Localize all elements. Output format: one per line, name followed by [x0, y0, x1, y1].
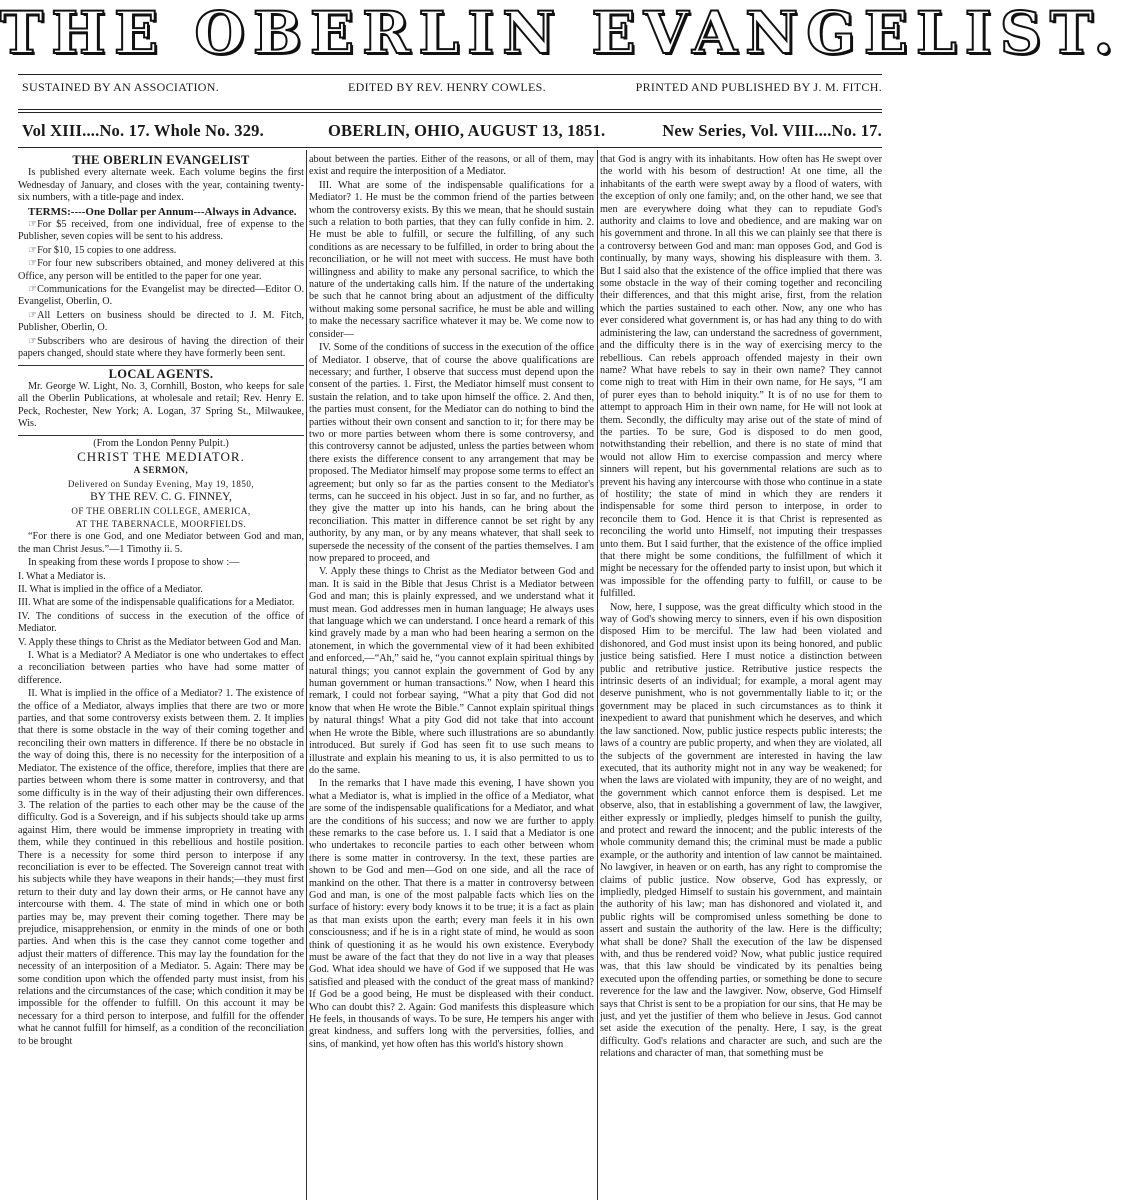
series-number: New Series, Vol. VIII....No. 17. — [662, 121, 882, 140]
sermon-head: II. What is implied in the office of a Mediator. — [18, 584, 203, 595]
column-divider-2 — [597, 150, 598, 1200]
issue-line — [18, 121, 882, 145]
sermon-head: V. Apply these things to Christ as the Mediator between God and Man. — [18, 636, 302, 648]
body-paragraph: IV. Some of the conditions of success in the execution of the office of Mediator. I observe, that of course the above qualifications are necessary; and further, I observe that success must depend upon the consent of the parties. 1. First, the Mediator himself must consent to sustain the relation, and to take upon himself the office. 2. And then, the parties must consent, for the Mediator can do nothing to bind the parties without their own consent and sanction to it; for there may be two or more parties between whom there is some controversy, and this controversy cannot be adjusted, unless the parties between whom there exists the difference consent to any arrangement that may be proposed. The Mediator himself may propose some terms to effect an agreement; but only so far as the parties consent to the Mediator's terms, can he succeed in his object. Just in so far, and no further, as they give the matter up into his hands, can he bring about the reconciliation. This matter in difference cannot be set right by any authority, by any man, or by any means whatever, that shall seek to supersede the necessity of the consent of the parties themselves. I am now prepared to proceed, and — [309, 342, 594, 564]
body-paragraph: I. What is a Mediator? A Mediator is one who undertakes to effect a reconciliation between parties who have had some matter of difference. — [18, 650, 304, 686]
sermon-head: III. What are some of the indispensable qualifications for a Mediator. — [18, 597, 295, 609]
delivered-line: Delivered on Sunday Evening, May 19, 1850, — [67, 478, 255, 489]
top-rule — [18, 74, 882, 75]
column-2 — [309, 154, 594, 1199]
newspaper-title: THE OBERLIN EVANGELIST. — [0, 0, 1122, 67]
propose-line: In speaking from these words I propose to show :— — [28, 557, 240, 569]
credits-line — [18, 80, 882, 100]
prospectus-heading: THE OBERLIN EVANGELIST — [72, 153, 250, 167]
body-paragraph: that God is angry with its inhabitants. How often has He swept over the world with his besom of destruction! At one time, all the inhabitants of the earth were swept away by a flood of waters, with the exception of only one family; and, on the other hand, we see that men are everywhere doing what they can to repudiate God's authority and claims to love and obedience, and are making war on his government and throne. In all this we can plainly see that there is a controversy between God and man: man opposes God, and God is continually, by many ways, showing his displeasure with them. 3. But I said also that the existence of the office implied that there was some obstacle in the way of their coming together and reconciling their differences, and that this might arise, first, from the relation which the parties sustained to each other. Now, any one who has ever considered what government is, or has had any thing to do with administering the law, can understand the sacredness of government, and the difficulty there is in the way of exercising mercy to the rebellious. Can rebels approach offended majesty in their own name? What have rebels to say in their own name? They cannot come nigh to treat with Him in their own name, for He says, “I am of purer eyes than to behold iniquity.” It is of no use for them to attempt to approach Him in their own name, for He will not look at them. Secondly, the difficulty may arise out of the state of mind of the parties. To be sure, God is disposed to do men good, notwithstanding their rebellion, and there is no state of mind that would not allow Him to exercise compassion and mercy where sinners will repent, but his governmental relations are such as to prevent his having any intercourse with those who continue in a state of hostility; the state of mind in which they are renders it indispensable for some third person to interpose, in order to reconcile them to God. Hence it is that Christ is represented as reconciling the world unto Himself, not imputing their trespasses unto them. But I said further, that the existence of the office implied that there might be some conditions, the fulfillment of which it might be necessary for the offended party to insist upon, but which it was impossible for the offending party to fulfill, or cause to be fulfilled. — [600, 154, 882, 600]
sermon-title: CHRIST THE MEDIATOR. — [77, 448, 245, 464]
body-paragraph: about between the parties. Either of the reasons, or all of them, may exist and require the interposition of a Mediator. — [309, 154, 594, 178]
issue-rule — [18, 147, 882, 148]
masthead — [0, 0, 1122, 70]
section-rule — [18, 365, 304, 366]
notice: ☞For $10, 15 copies to one address. — [28, 244, 177, 256]
notice: ☞For $5 received, from one individual, free of expense to the Publisher, seven copies will be sent to his address. — [18, 219, 304, 243]
column-divider-1 — [306, 150, 307, 1200]
association-credit: SUSTAINED BY AN ASSOCIATION. — [22, 80, 220, 94]
body-paragraph: III. What are some of the indispensable qualifications for a Mediator? 1. He must be the common friend of the parties between whom the controversy exists. By this we mean, that he should sustain such a relation to both parties, that they can fully confide in him. 2. He must be able to fulfill, or secure the fulfilling, of any such conditions as are necessary to be fulfilled, in order to bring about the reconciliation, or he will not meet with success. He must have both willingness and ability to make any personal sacrifice, to which the nature of the undertaking calls him. If the nature of the undertaking be such that he cannot bring about an adjustment of the difficulty without making some personal sacrifice, he must be able and willing to make the necessary sacrifice whatever it may be. We come now to consider— — [309, 179, 594, 340]
notice: ☞Communications for the Evangelist may be directed—Editor O. Evangelist, Oberlin, O. — [18, 284, 304, 308]
agents-text: Mr. George W. Light, No. 3, Cornhill, Boston, who keeps for sale all the Oberlin Publications, at wholesale and retail; Rev. Henry E. Peck, Rochester, New York; A. Logan, 37 Spring St., Milwaukee, Wis. — [18, 380, 304, 430]
column-1 — [18, 154, 304, 1199]
prospectus-intro: Is published every alternate week. Each volume begins the first Wednesday of January, and closes with the year, containing twenty-six numbers, with a title-page and index. — [18, 167, 304, 204]
author-line: BY THE REV. C. G. FINNEY, — [90, 491, 232, 504]
notice: ☞For four new subscribers obtained, and money delivered at this Office, any person will be entitled to the paper for one year. — [18, 258, 304, 282]
credits-rule-double — [18, 112, 882, 113]
body-paragraph: V. Apply these things to Christ as the Mediator between God and man. It is said in the Bible that Jesus Christ is a Mediator between God and man; this is plainly expressed, and we understand what it must mean. God addresses men in human language; He always uses that language which we can understand. I once heard a remark of this kind gravely made by a man who had been hearing a sermon on the atonement, in which the governmental view of it had been exhibited and enforced,—“Ah,” said he, “you cannot explain spiritual things by natural things; you cannot explain the government of God by any human government or human transactions.” Now, when I heard this remark, I could not forbear saying, “What a pity that God did not know that when He wrote the Bible.” Cannot explain spiritual things by natural things! What a pity God did not take that into account when He wrote the Bible, where such illustrations are so abundantly introduced. But surely if God has seen fit to use such means to illustrate and explain his meaning to us, it is also permitted to us to do the same. — [309, 566, 594, 776]
sermon-head: IV. The conditions of success in the execution of the office of Mediator. — [18, 610, 304, 635]
sermon-label: A SERMON, — [133, 465, 189, 476]
agents-heading: LOCAL AGENTS. — [108, 366, 214, 381]
terms-line: TERMS:----One Dollar per Annum---Always in Advance. — [28, 205, 297, 218]
scripture-text: “For there is one God, and one Mediator between God and man, the man Christ Jesus.”—1 Timothy ii. 5. — [18, 531, 304, 555]
body-paragraph: In the remarks that I have made this evening, I have shown you what a Mediator is, what is implied in the office of a Mediator, what are some of the indispensable qualifications for a Mediator, and what are the conditions of his success; and now we are further to apply these remarks to the case before us. 1. I said that a Mediator is one who undertakes to reconcile parties to each other between whom there is some matter in controversy. In the text, these parties are shown to be God and men—God on one side, and all the race of mankind on the other. That there is a matter in controversy between God and man, is one of the most palpable facts which lies on the surface of history: every body knows it to be true; it is a fact as plain as that man exists upon the earth; every man feels it in his own consciousness; and if he is in a right state of mind, he would as soon think of questioning it as he would his own existence. Everybody must be aware of the fact that they do not live in a way that pleases God. What idea should we have of God if we supposed that He was satisfied and pleased with the conduct of the great mass of mankind? If God be a good being, He must be displeased with their conduct. Who can doubt this? 2. Again: God manifests this displeasure which He feels, in thousands of ways. To be sure, He tempers his anger with great kindness, and suffers long with the perversities, follies, and sins, of mankind, yet how often has this world's history shown — [309, 778, 594, 1050]
volume-number: Vol XIII....No. 17. Whole No. 329. — [22, 121, 264, 140]
editor-credit: EDITED BY REV. HENRY COWLES. — [348, 80, 546, 94]
notice: ☞Subscribers who are desirous of having the direction of their papers changed, should state where they have formerly been sent. — [18, 335, 304, 360]
section-rule — [18, 435, 304, 436]
sermon-head: I. What a Mediator is. — [18, 570, 106, 582]
source-line: (From the London Penny Pulpit.) — [93, 437, 229, 449]
notice: ☞All Letters on business should be directed to J. M. Fitch, Publisher, Oberlin, O. — [18, 309, 304, 334]
body-paragraph: Now, here, I suppose, was the great difficulty which stood in the way of God's showing mercy to sinners, even if his own disposition disposed Him to be merciful. The law had been violated and dishonored, and God must insist upon its being honored, and public justice being satisfied. Here I must notice a distinction between public and retributive justice. Retributive justice respects the intrinsic deserts of an individual; for example, a moral agent may deserve punishment, who is not governmentally liable to it; or the government may be placed in such circumstances as to think it inexpedient to award that punishment which he deserves, and which the law sanctioned. Now, public justice respects public interests; the laws of a country are public property, and when they are violated, all the subjects of the government are interested in having the law executed, that its authority might not in any way be weakened; for when the laws are violated with impunity, they are of no weight, and the government which cannot enforce them is despised. Let me observe, also, that in establishing a government of law, the lawgiver, either expressly or impliedly, pledges himself to punish the guilty, and protect and reward the innocent; and the public interests of the whole community demand this; the criminal must be made a public example, or the authority and intention of law cannot be maintained. No lawgiver, in heaven or on earth, has any right to compromise the claims of public justice. Now observe, God has expressly, or impliedly, pledged Himself to sustain his government, and maintain the authority of his law; man has dishonored and violated it, and public rights will be compromised unless something be done to assert and sustain the authority of the law. Here is the difficulty; what shall be done? Shall the execution of the law be dispensed with, and thus be rendered void? Now, what public justice required was, that this law should be vindicated by its penalties being executed upon the offending parties, or something be done to secure reverence for the law and the lawgiver. Now, observe, God Himself says that Christ is sent to be a propiation for our sins, that He may be just, and yet the justifier of them who believe in Jesus. God cannot set aside the execution of the penalty. Here, I say, is the great difficulty. God's relations and character are such, and such are the relations and character of man, that something must be — [600, 601, 882, 1060]
place-date: OBERLIN, OHIO, AUGUST 13, 1851. — [328, 121, 606, 140]
publisher-credit: PRINTED AND PUBLISHED BY J. M. FITCH. — [635, 80, 882, 94]
credits-rule — [18, 109, 882, 110]
column-3 — [600, 154, 882, 1199]
body-paragraph: II. What is implied in the office of a Mediator? 1. The existence of the office of a Mediator, always implies that there are two or more parties, and that some controversy exists between them. 2. It implies that there is some obstacle in the way of their coming together and reconciling their own matters in difference. If there be no obstacle in the way of doing this, there is no necessity for the interposition of a Mediator. The existence of the office, therefore, implies that there are parties between whom there is some matter in controversy, and that some difficulty is in the way of their adjusting their own differences. 3. The relation of the parties to each other may be the cause of the difficulty. God is a Sovereign, and if his subjects should take up arms against Him, there would be immense impropriety in treating with them, while they continued in this rebellious and hostile position. There is a necessity for some third person to interpose if any reconciliation is ever to be effected. The Sovereign cannot treat with his subjects while they have weapons in their hands;—they must first return to their duty and lay down their arms, or He cannot have any intercourse with them. 4. The state of mind in which one or both parties may be, may prevent their coming together. There may be prejudice, misapprehension, or enmity in the minds of one or both parties. And when this is the case they cannot come together and adjust their matters of difference. This may lay the foundation for the necessity of an interposition of a Mediator. 5. Again: There may be some condition upon which the offended party must insist, from his relations and the circumstances of the case; which condition it may be impossible for the offender to fulfill. On this account it may be necessary for a third person to interpose, and fulfill for the offender what he cannot fulfill for himself, as a condition of the reconciliation to be brought — [18, 688, 304, 1047]
venue-line: AT THE TABERNACLE, MOORFIELDS. — [75, 518, 247, 529]
college-line: OF THE OBERLIN COLLEGE, AMERICA, — [71, 505, 251, 516]
